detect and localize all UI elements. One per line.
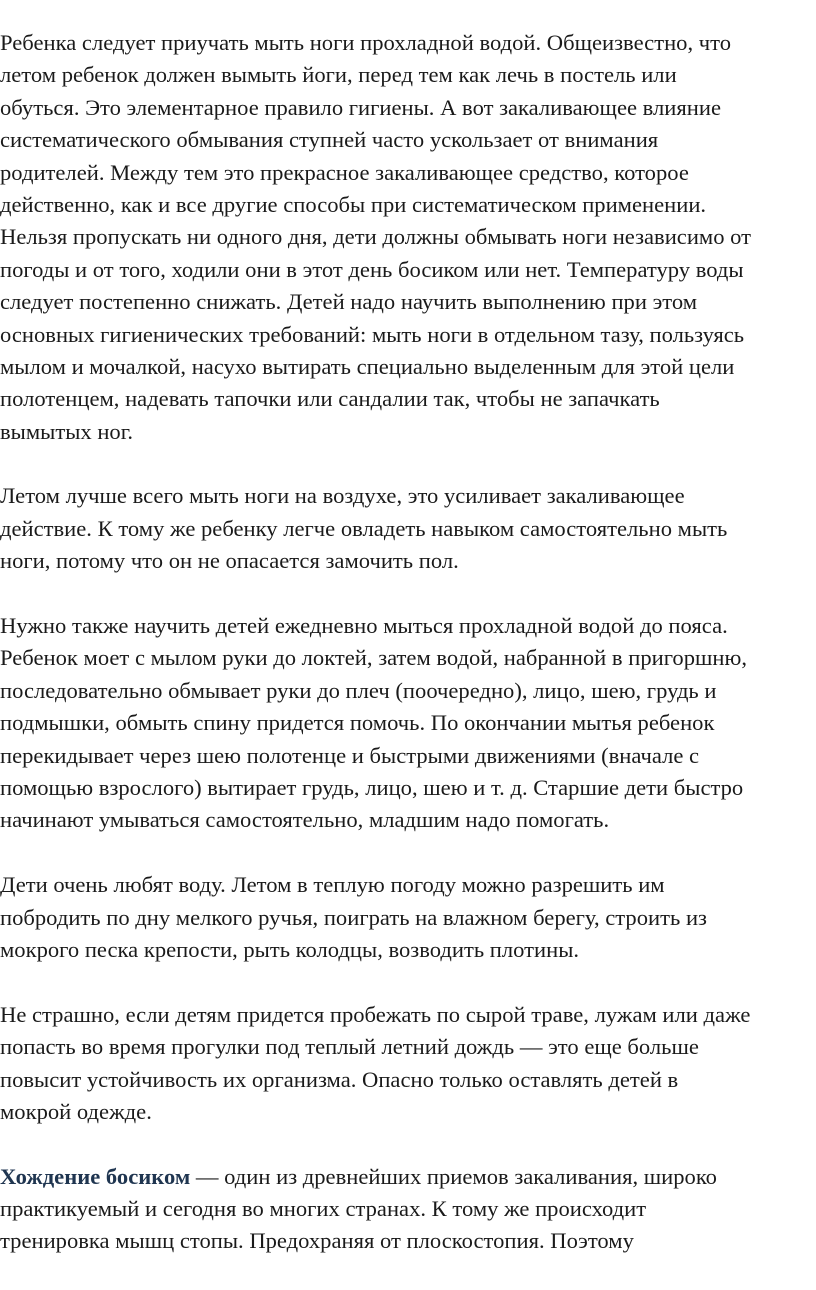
text-line: летом ребенок должен вымыть йоги, перед тем как лечь в постель или bbox=[0, 62, 677, 88]
text-line: полотенцем, надевать тапочки или сандалии так, чтобы не запачкать bbox=[0, 386, 660, 412]
text-line: вымытых ног. bbox=[0, 418, 134, 444]
text-line: практикуемый и сегодня во многих странах. К тому же происходит bbox=[0, 1196, 647, 1222]
document-page bbox=[0, 27, 816, 1290]
text-line: основных гигиенических требований: мыть ноги в отдельном тазу, пользуясь bbox=[0, 321, 745, 347]
paragraph-rain bbox=[0, 999, 816, 1129]
text-line: тренировка мышц стопы. Предохраняя от плоскостопия. Поэтому bbox=[0, 1228, 634, 1254]
text-line: Дети очень любят воду. Летом в теплую погоду можно разрешить им bbox=[0, 872, 665, 898]
paragraph-barefoot bbox=[0, 1161, 816, 1258]
text-line: помощью взрослого) вытирает грудь, лицо, шею и т. д. Старшие дети быстро bbox=[0, 774, 744, 800]
text-line: Не страшно, если детям придется пробежать по сырой траве, лужам или даже bbox=[0, 1001, 751, 1027]
text-line: подмышки, обмыть спину придется помочь. По окончании мытья ребенок bbox=[0, 710, 715, 736]
text-line bbox=[0, 1161, 816, 1193]
text-line: Ребенок моет с мылом руки до локтей, затем водой, набранной в пригоршню, bbox=[0, 645, 748, 671]
text-line: погоды и от того, ходили они в этот день босиком или нет. Температуру воды bbox=[0, 256, 744, 282]
text-line: начинают умываться самостоятельно, младшим надо помогать. bbox=[0, 807, 610, 833]
text-line: ноги, потому что он не опасается замочить пол. bbox=[0, 548, 459, 574]
text-line: повысит устойчивость их организма. Опасно только оставлять детей в bbox=[0, 1066, 679, 1092]
text-line: Летом лучше всего мыть ноги на воздухе, это усиливает закаливающее bbox=[0, 483, 685, 509]
barefoot-heading: Хождение босиком bbox=[0, 1163, 191, 1189]
text-line: родителей. Между тем это прекрасное закаливающее средство, которое bbox=[0, 159, 689, 185]
text-line: Ребенка следует приучать мыть ноги прохладной водой. Общеизвестно, что bbox=[0, 30, 731, 55]
text-line: действие. К тому же ребенку легче овладеть навыком самостоятельно мыть bbox=[0, 515, 728, 541]
paragraph-foot-washing bbox=[0, 27, 816, 448]
text-line: систематического обмывания ступней часто ускользает от внимания bbox=[0, 127, 659, 153]
text-line: следует постепенно снижать. Детей надо научить выполнению при этом bbox=[0, 289, 698, 315]
paragraph-water-play bbox=[0, 869, 816, 966]
paragraph-waist-washing bbox=[0, 610, 816, 837]
paragraph-outdoor-washing bbox=[0, 480, 816, 577]
text-fragment: — один из древнейших приемов закаливания, широко bbox=[190, 1163, 717, 1189]
text-line: действенно, как и все другие способы при систематическом применении. bbox=[0, 191, 707, 217]
text-line: Нельзя пропускать ни одного дня, дети должны обмывать ноги независимо от bbox=[0, 224, 752, 250]
text-line: перекидывает через шею полотенце и быстрыми движениями (вначале с bbox=[0, 742, 700, 768]
text-line: обуться. Это элементарное правило гигиены. А вот закаливающее влияние bbox=[0, 94, 721, 120]
text-line: Нужно также научить детей ежедневно мыться прохладной водой до пояса. bbox=[0, 613, 728, 639]
text-line: попасть во время прогулки под теплый летний дождь — это еще больше bbox=[0, 1034, 699, 1060]
text-line: последовательно обмывает руки до плеч (поочередно), лицо, шею, грудь и bbox=[0, 677, 717, 703]
text-line: мокрой одежде. bbox=[0, 1098, 152, 1124]
text-line: побродить по дну мелкого ручья, поиграть на влажном берегу, строить из bbox=[0, 904, 707, 930]
text-line: мылом и мочалкой, насухо вытирать специально выделенным для этой цели bbox=[0, 353, 735, 379]
text-line: мокрого песка крепости, рыть колодцы, возводить плотины. bbox=[0, 936, 580, 962]
